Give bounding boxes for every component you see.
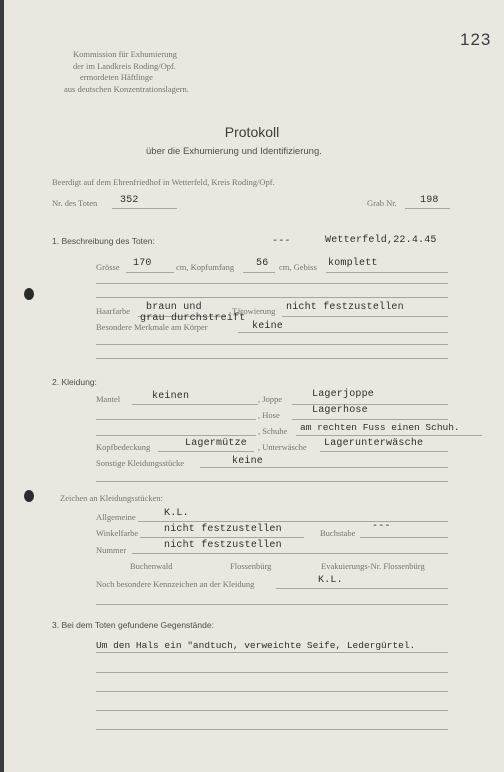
allgemeine-line [138, 521, 448, 522]
header-line: ermordeten Häftlinge [80, 72, 153, 82]
hose-line [292, 419, 448, 420]
winkelfarbe-line [140, 537, 304, 538]
camp-buchenwald: Buchenwald [130, 561, 173, 571]
gebiss-label: cm, Gebiss [279, 262, 317, 272]
blank-line [96, 604, 448, 605]
unterwaesche-line [320, 451, 448, 452]
buchstabe-line [360, 537, 448, 538]
header-line: aus deutschen Konzentrationslagern. [64, 84, 189, 94]
punch-hole [24, 490, 34, 502]
nr-toten-line [112, 208, 177, 209]
merkmale-label: Besondere Merkmale am Körper [96, 322, 208, 332]
schuhe-line [296, 435, 482, 436]
zeichen-heading: Zeichen an Kleidungsstücken: [60, 493, 163, 503]
allgemeine-value: K.L. [164, 508, 189, 519]
burial-label: Beerdigt auf dem Ehrenfriedhof in Wetterfeld, Kreis Roding/Opf. [52, 177, 275, 187]
found-items-value: Um den Hals ein "andtuch, verweichte Seife, Ledergürtel. [96, 640, 416, 651]
allgemeine-label: Allgemeine [96, 512, 136, 522]
place-date: Wetterfeld,22.4.45 [325, 235, 437, 246]
groesse-label: Grösse [96, 262, 120, 272]
kopfbedeckung-value: Lagermütze [185, 438, 248, 449]
buchstabe-label: Buchstabe [320, 528, 356, 538]
sonstige-value: keine [232, 456, 264, 467]
haarfarbe-label: Haarfarbe [96, 306, 130, 316]
scan-edge [0, 0, 4, 772]
sonstige-line [200, 467, 448, 468]
mantel-label: Mantel [96, 394, 121, 404]
kopfbedeckung-label: Kopfbedeckung [96, 442, 151, 452]
evakuierungs-nr: Evakuierungs-Nr. Flossenbürg [321, 561, 425, 571]
camp-flossenbuerg: Flossenbürg [230, 561, 272, 571]
hose-value: Lagerhose [312, 405, 368, 416]
merkmale-line [238, 332, 448, 333]
grave-label: Grab Nr. [367, 198, 397, 208]
nummer-value: nicht festzustellen [164, 540, 282, 551]
section2-heading: 2. Kleidung: [52, 377, 97, 387]
header-line: der im Landkreis Roding/Opf. [73, 61, 176, 71]
kopfumfang-value: 56 [256, 258, 269, 269]
mantel-line [132, 404, 258, 405]
blank-line [96, 672, 448, 673]
document-subtitle: über die Exhumierung und Identifizierung. [146, 146, 322, 157]
blank-line [96, 481, 448, 482]
winkelfarbe-value: nicht festzustellen [164, 524, 282, 535]
nummer-line [132, 553, 448, 554]
hose-label: , Hose [258, 410, 280, 420]
blank-line [96, 691, 448, 692]
groesse-value: 170 [133, 258, 152, 269]
tattoo-value: nicht festzustellen [286, 302, 404, 313]
blank-line [96, 710, 448, 711]
noch-label: Noch besondere Kennzeichen an der Kleidung [96, 579, 255, 589]
noch-value: K.L. [318, 575, 343, 586]
tattoo-line [282, 316, 448, 317]
unterwaesche-value: Lagerunterwäsche [324, 438, 424, 449]
section1-heading: 1. Beschreibung des Toten: [52, 236, 155, 246]
grave-line [405, 208, 450, 209]
kopfumfang-line [243, 272, 275, 273]
found-items-line [96, 652, 448, 653]
blank-line [96, 297, 448, 298]
grave-value: 198 [420, 195, 439, 206]
haarfarbe-value: braun und [146, 302, 202, 313]
blank-line [96, 419, 256, 420]
haarfarbe-value-continued: grau durchstreift [140, 313, 246, 324]
mantel-value: keinen [152, 391, 190, 402]
noch-line [276, 588, 448, 589]
kopfumfang-label: cm, Kopfumfang [176, 262, 235, 272]
schuhe-label: , Schuhe [258, 426, 288, 436]
sonstige-label: Sonstige Kleidungsstücke [96, 458, 185, 468]
blank-line [96, 283, 448, 284]
document-title: Protokoll [224, 124, 280, 140]
section1-dash: --- [272, 236, 291, 247]
punch-hole [24, 288, 34, 300]
winkelfarbe-label: Winkelfarbe [96, 528, 139, 538]
groesse-line [126, 272, 174, 273]
header-line: Kommission für Exhumierung [73, 49, 177, 59]
joppe-label: , Joppe [258, 394, 283, 404]
buchstabe-value: --- [372, 521, 391, 532]
section3-heading: 3. Bei dem Toten gefundene Gegenstände: [52, 620, 214, 630]
schuhe-value: am rechten Fuss einen Schuh. [300, 422, 460, 433]
nr-toten-value: 352 [120, 195, 139, 206]
blank-line [96, 344, 448, 345]
unterwaesche-label: , Unterwäsche [258, 442, 307, 452]
merkmale-value: keine [252, 321, 284, 332]
joppe-value: Lagerjoppe [312, 389, 375, 400]
tattoo-label: Tätowierung [232, 306, 276, 316]
blank-line [96, 435, 256, 436]
page-number: 123 [460, 30, 492, 49]
nr-toten-label: Nr. des Toten [52, 198, 98, 208]
gebiss-value: komplett [328, 258, 378, 269]
blank-line [96, 358, 448, 359]
kopfbedeckung-line [158, 451, 254, 452]
gebiss-line [326, 272, 448, 273]
nummer-label: Nummer [96, 545, 127, 555]
blank-line [96, 729, 448, 730]
